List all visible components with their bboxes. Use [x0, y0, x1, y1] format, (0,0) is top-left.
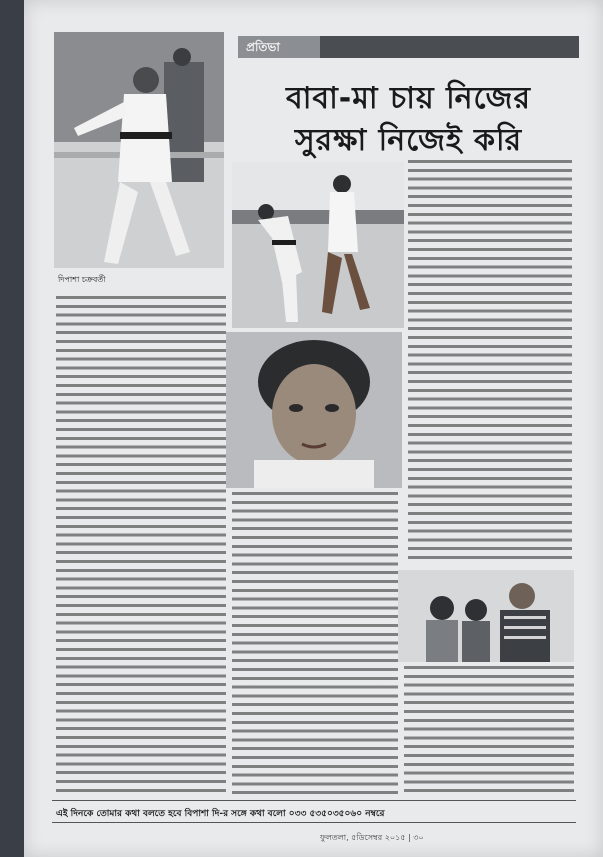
- karate-match-photo: [232, 162, 404, 328]
- family-photo: [398, 570, 574, 662]
- section-label: প্রতিভা: [238, 36, 320, 58]
- footer-rule-top: [52, 800, 576, 801]
- portrait-photo: [226, 332, 402, 488]
- karate-photo-caption: দিপাশা চক্রবর্তী: [58, 275, 106, 284]
- footer-rule-bottom: [52, 822, 576, 823]
- middle-column-text: [232, 492, 398, 794]
- headline-line-2: সুরক্ষা নিজেই করি: [294, 123, 523, 158]
- headline-line-1: বাবা-মা চায় নিজের: [286, 81, 531, 116]
- right-column-text-top: [408, 160, 572, 564]
- right-column-text-bottom: [404, 666, 574, 794]
- page-footer: ফুলতলা, ৫ডিসেম্বর ২০১৫ | ৩০: [320, 833, 424, 842]
- footer-contact-note: এই দিনকে তোমার কথা বলতে হবে বিপাশা দি-র সঙ্গে কথা বলো ০৩৩ ৫৩৫০৩৫০৬০ নম্বরে: [56, 809, 385, 819]
- karate-photo: [54, 32, 224, 268]
- left-column-text: [56, 296, 226, 794]
